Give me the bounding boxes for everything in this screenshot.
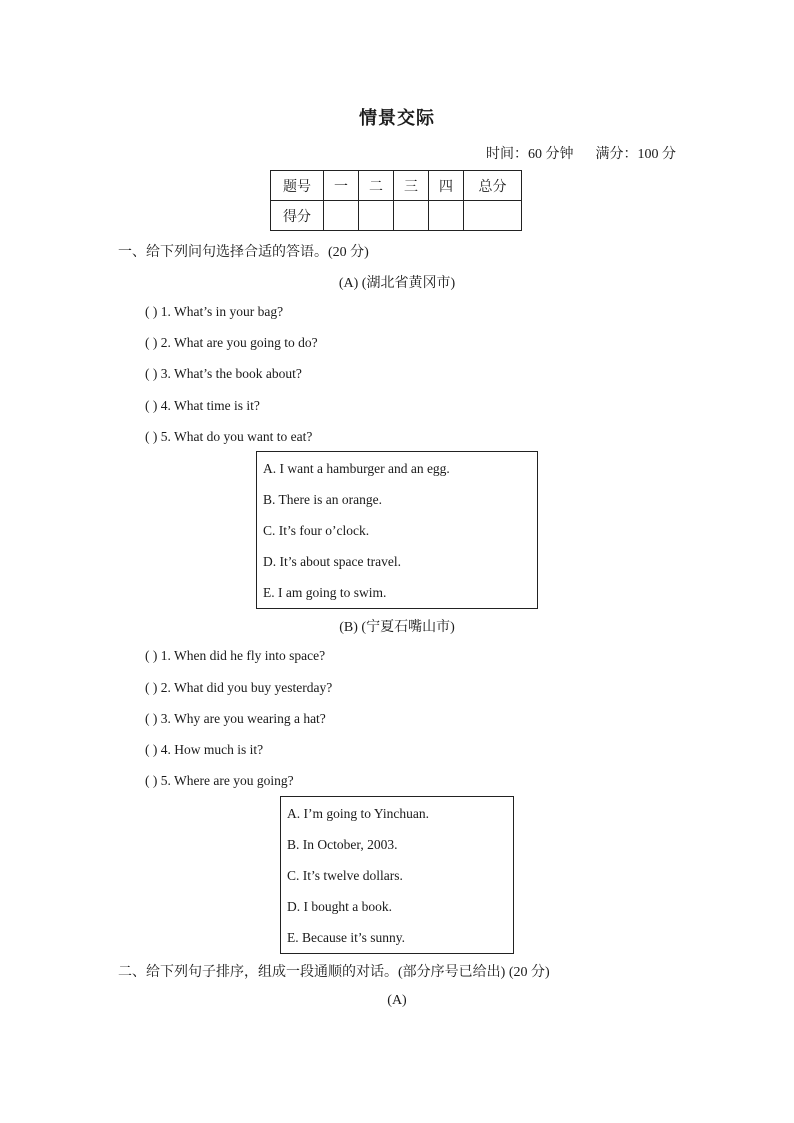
section1-partA-label: (A) (湖北省黄冈市) xyxy=(338,276,456,291)
option-item: A. I’m going to Yinchuan. xyxy=(287,806,429,821)
score-table xyxy=(270,170,522,231)
score-header-cell: 四 xyxy=(429,171,464,201)
score-header-cell: 二 xyxy=(359,171,394,201)
score-table-header-row xyxy=(271,171,522,201)
answer-options-box-a xyxy=(256,451,538,609)
option-item: B. In October, 2003. xyxy=(287,837,398,852)
score-cell[interactable] xyxy=(464,201,522,231)
score-cell[interactable] xyxy=(324,201,359,231)
score-header-cell: 总分 xyxy=(464,171,522,201)
question-item: ( ) 3. What’s the book about? xyxy=(145,366,302,381)
question-item: ( ) 4. What time is it? xyxy=(145,398,260,413)
score-row-label: 得分 xyxy=(271,201,324,231)
question-item: ( ) 1. When did he fly into space? xyxy=(145,648,326,663)
exam-full-score: 满分：100 分 xyxy=(595,147,676,162)
section1-heading: 一、给下列问句选择合适的答语。(20 分) xyxy=(118,245,369,260)
page-title: 情景交际 xyxy=(359,108,435,128)
exam-meta xyxy=(486,143,676,163)
option-item: B. There is an orange. xyxy=(263,492,382,507)
option-item: E. Because it’s sunny. xyxy=(287,930,405,945)
score-cell[interactable] xyxy=(429,201,464,231)
question-item: ( ) 1. What’s in your bag? xyxy=(145,304,284,319)
section2-heading: 二、给下列句子排序，组成一段通顺的对话。(部分序号已给出) (20 分) xyxy=(118,965,550,980)
question-item: ( ) 4. How much is it? xyxy=(145,742,264,757)
score-cell[interactable] xyxy=(394,201,429,231)
option-item: A. I want a hamburger and an egg. xyxy=(263,461,450,476)
question-item: ( ) 5. Where are you going? xyxy=(145,773,294,788)
option-item: D. It’s about space travel. xyxy=(263,554,401,569)
answer-options-box-b xyxy=(280,796,514,954)
score-header-cell: 三 xyxy=(394,171,429,201)
question-item: ( ) 3. Why are you wearing a hat? xyxy=(145,711,326,726)
score-cell[interactable] xyxy=(359,201,394,231)
score-header-cell: 一 xyxy=(324,171,359,201)
option-item: C. It’s four o’clock. xyxy=(263,523,370,538)
score-table-score-row xyxy=(271,201,522,231)
option-item: E. I am going to swim. xyxy=(263,585,387,600)
score-header-cell: 题号 xyxy=(271,171,324,201)
section2-partA-label: (A) xyxy=(387,993,407,1008)
section1-partB-label: (B) (宁夏石嘴山市) xyxy=(339,620,455,635)
question-item: ( ) 2. What did you buy yesterday? xyxy=(145,680,333,695)
question-item: ( ) 5. What do you want to eat? xyxy=(145,429,313,444)
question-item: ( ) 2. What are you going to do? xyxy=(145,335,318,350)
exam-time: 时间：60 分钟 xyxy=(486,147,574,162)
option-item: D. I bought a book. xyxy=(287,899,392,914)
option-item: C. It’s twelve dollars. xyxy=(287,868,403,883)
